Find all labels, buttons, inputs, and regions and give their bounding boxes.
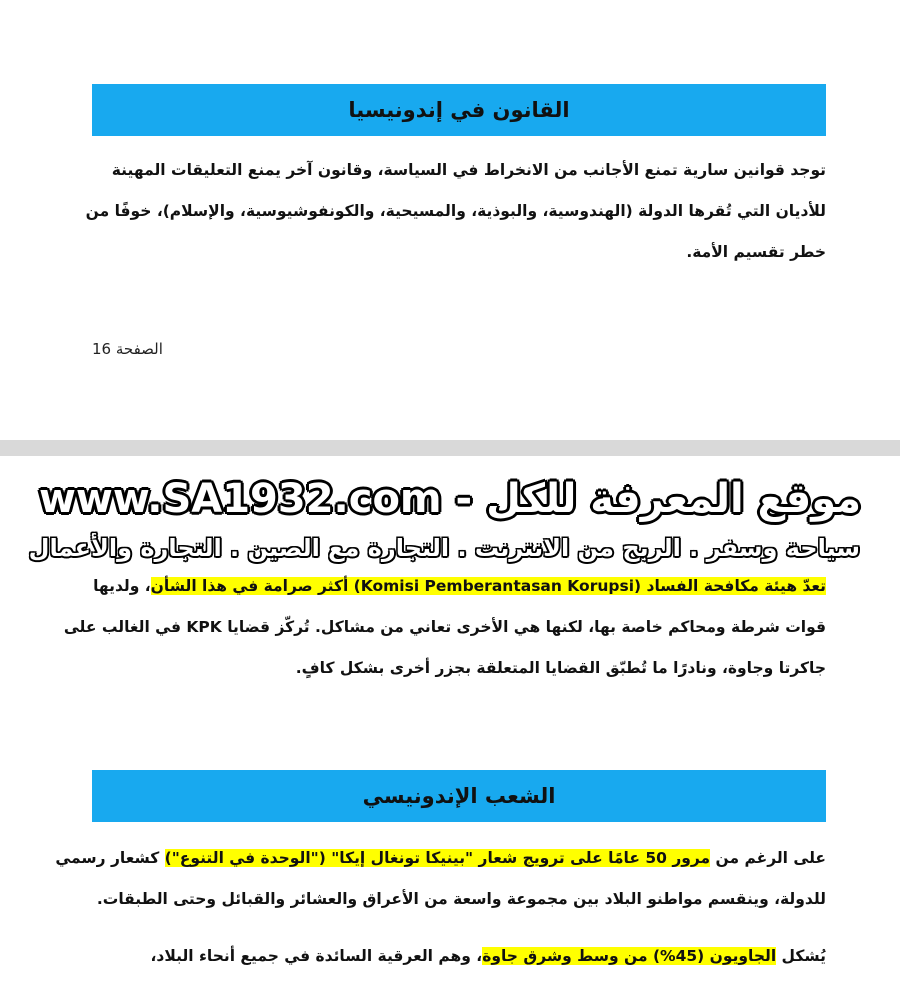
highlighted-text: مرور 50 عامًا على ترويج شعار "بينيكا تونغال إيكا" ("الوحدة في التنوع") — [164, 849, 711, 867]
paragraph-line: للدولة، وينقسم مواطنو البلاد بين مجموعة واسعة من الأعراق والعشائر والقبائل وحتى الطبقات. — [96, 890, 826, 908]
javanese-paragraph — [92, 936, 826, 977]
highlighted-text: الجاويون (45%) من وسط وشرق جاوة — [482, 947, 777, 965]
paragraph-line — [92, 566, 826, 607]
paragraph-text: ، وهم العرقية السائدة في جميع أنحاء البلاد، — [150, 947, 483, 965]
watermark-subtitle: سياحة وسفر . الربح من الانترنت . التجارة مع الصين . التجارة والأعمال — [28, 534, 860, 562]
paragraph-text: يُشكل — [776, 947, 826, 965]
paragraph-text: ، ولديها — [93, 577, 151, 595]
page-separator — [0, 440, 900, 456]
watermark-title: موقع المعرفة للكل - www.SA1932.com — [38, 476, 862, 522]
paragraph-line: للأديان التي تُقرها الدولة (الهندوسية، والبوذية، والمسيحية، والكونفوشيوسية، والإسلام)، خوفًا من — [85, 202, 826, 220]
paragraph-line: توجد قوانين سارية تمنع الأجانب من الانخراط في السياسة، وقانون آخر يمنع التعليقات المهينة — [111, 161, 826, 179]
paragraph-line — [92, 936, 826, 977]
paragraph-line — [55, 838, 826, 879]
highlighted-text: تعدّ هيئة مكافحة الفساد (Komisi Pemberantasan Korupsi) أكثر صرامة في هذا الشأن — [150, 577, 826, 595]
page-number: الصفحة 16 — [92, 340, 163, 358]
section-heading-band — [92, 770, 826, 822]
paragraph-text: على الرغم من — [710, 849, 826, 867]
section-heading-band — [92, 84, 826, 136]
law-paragraph — [85, 150, 826, 273]
section-heading: القانون في إندونيسيا — [348, 98, 570, 122]
document-page-17 — [0, 456, 900, 989]
paragraph-line: خطر تقسيم الأمة. — [686, 243, 826, 261]
paragraph-line: قوات شرطة ومحاكم خاصة بها، لكنها هي الأخرى تعاني من مشاكل. تُركّز قضايا KPK في الغالب على — [63, 618, 826, 636]
paragraph-line: جاكرتا وجاوة، ونادرًا ما تُطبّق القضايا المتعلقة بجزر أخرى بشكل كافٍ. — [295, 659, 826, 677]
people-paragraph — [55, 838, 826, 920]
anticorruption-paragraph — [63, 566, 826, 689]
paragraph-text: كشعار رسمي — [55, 849, 165, 867]
section-heading: الشعب الإندونيسي — [362, 784, 556, 808]
document-page-16 — [0, 0, 900, 440]
